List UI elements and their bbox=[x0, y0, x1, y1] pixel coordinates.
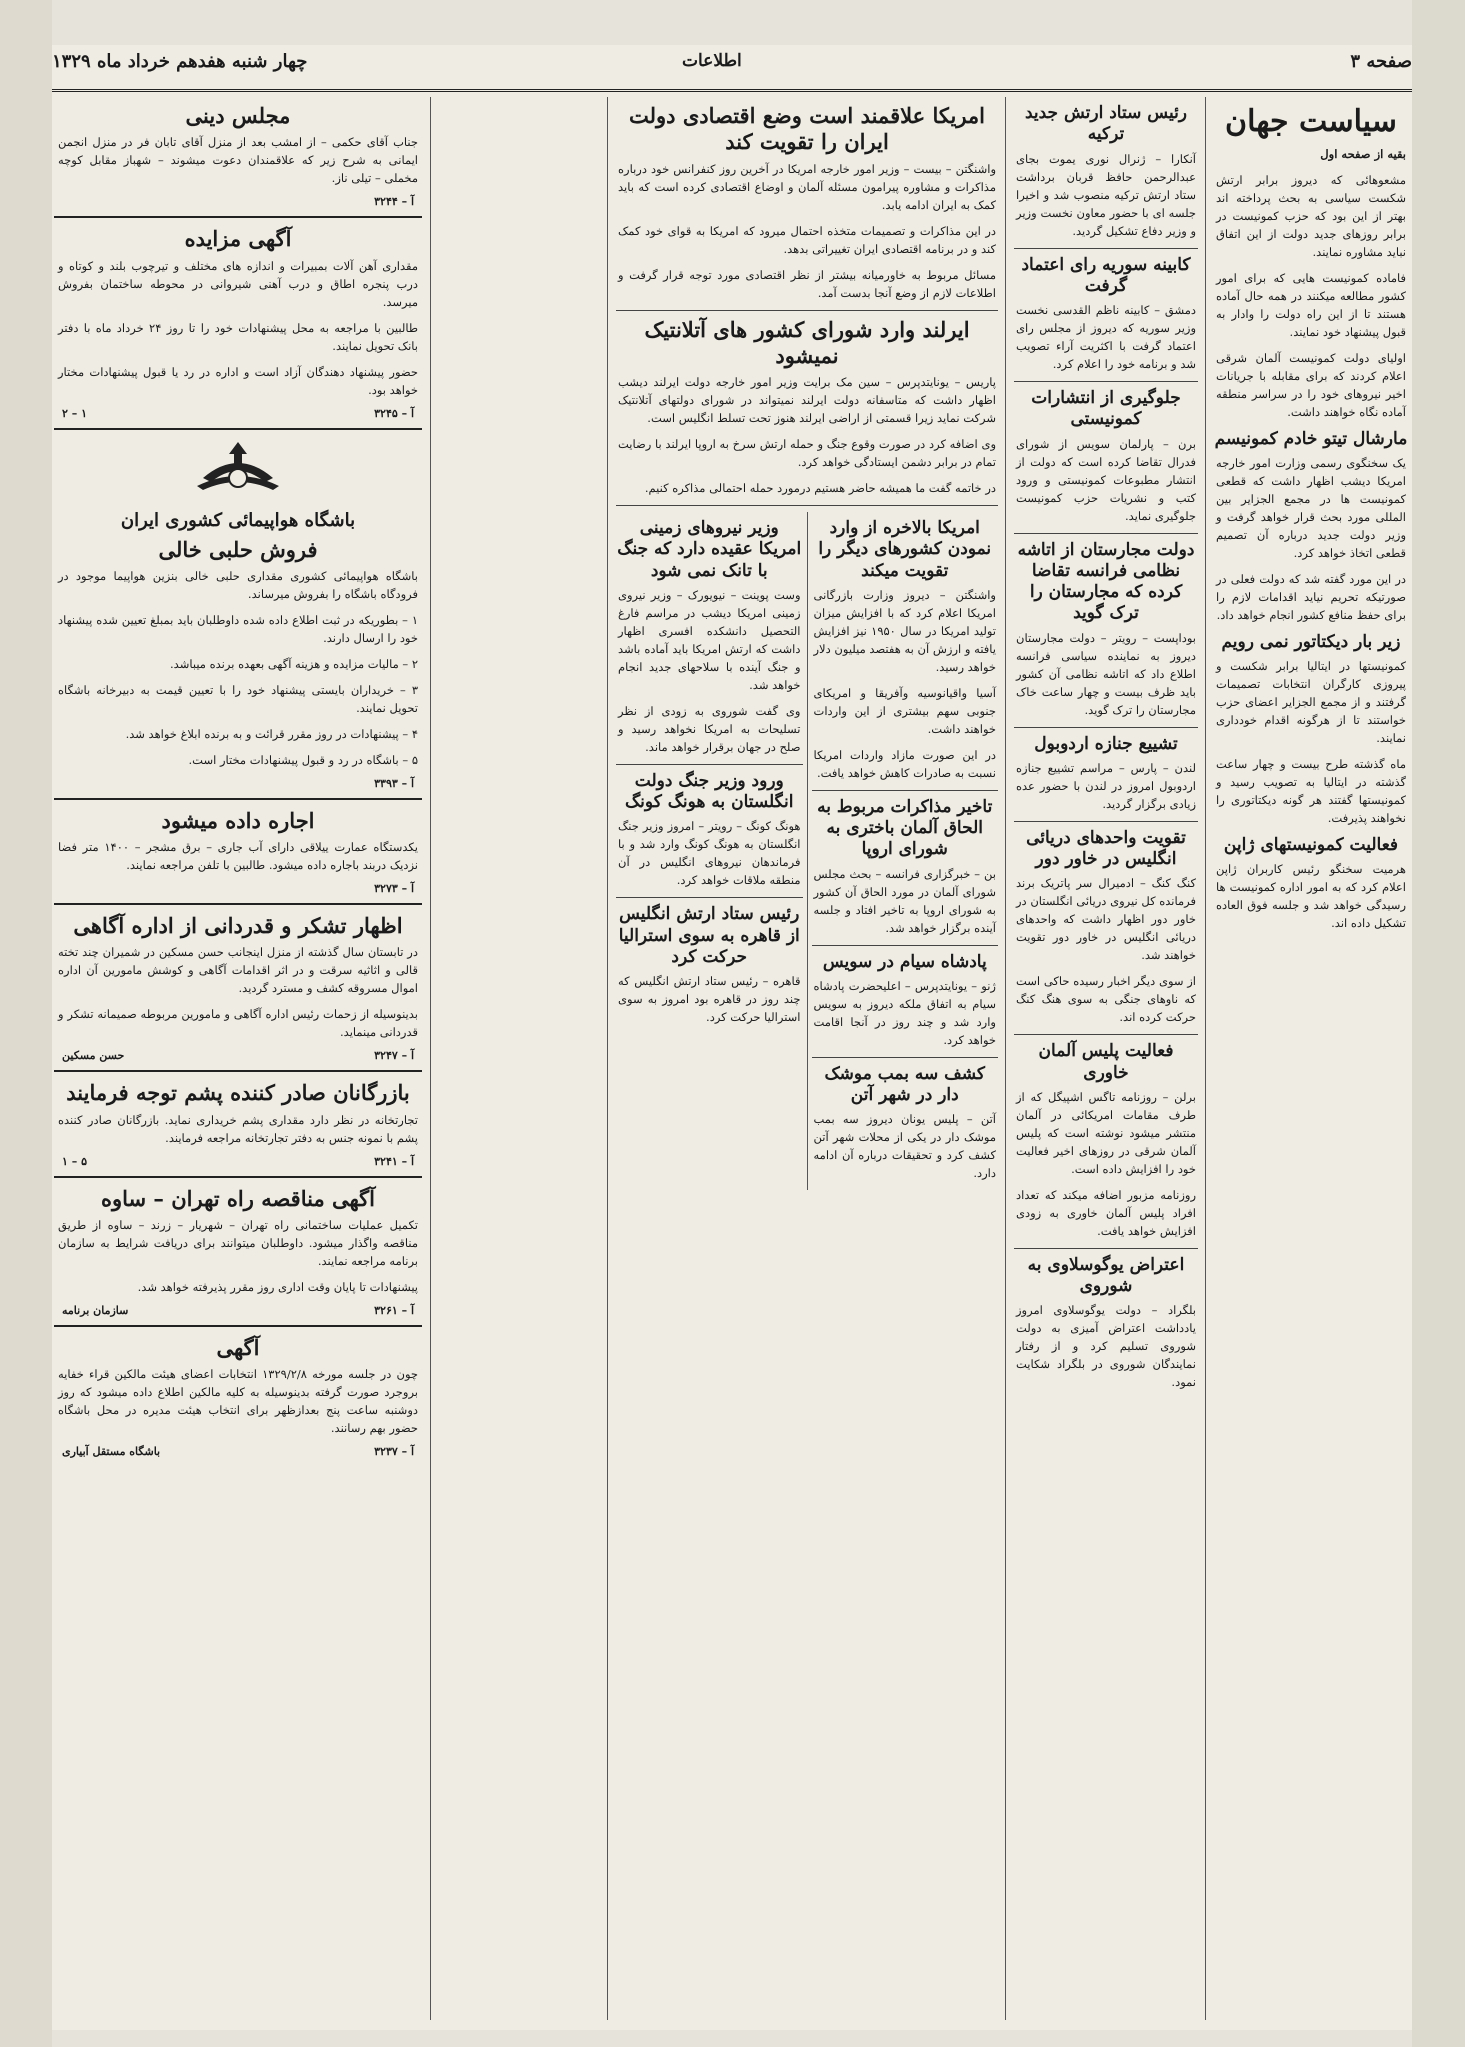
paragraph: برلن – روزنامه تاگس اشپیگل که از طرف مقامات امریکائی در آلمان منتشر میشود نوشته است که پلیس آلمان شرقی در روزهای اخیر فعالیت خود را افزایش داده است. bbox=[1016, 1089, 1196, 1176]
paragraph: بوداپست – رویتر – دولت مجارستان دیروز به نماینده سیاسی فرانسه اطلاع داد که اتاشه نظامی آن کشور باید ظرف بیست و چهار ساعت خاک مجارستان را ترک گوید. bbox=[1016, 630, 1196, 717]
ad-code: آ – ۳۲۴۷ حسن مسکین bbox=[62, 1049, 414, 1063]
paragraph: یک سخنگوی رسمی وزارت امور خارجه امریکا دیشب اظهار داشت که قطعی کمونیست ها در مجمع الجزایر بین المللی مورد بحث قرار خواهد گرفت و وزیر دولت جدید درباره آن تصمیم قطعی اتخاذ خواهد کرد. bbox=[1216, 455, 1406, 560]
ad-body: ۳ – خریداران بایستی پیشنهاد خود را با تعیین قیمت به دبیرخانه باشگاه تحویل نمایند. bbox=[58, 682, 418, 715]
subheading: مارشال تیتو خادم کمونیسم bbox=[1214, 428, 1408, 449]
paragraph: وست پوینت – نیویورک – وزیر نیروی زمینی امریکا دیشب در مراسم فارغ التحصیل دانشکده افسری اظهار داشت که ارتش امریکا باید آماده باشد و جنگ آینده با سلاحهای جدید انجام خواهد شد. bbox=[618, 587, 801, 692]
divider bbox=[1014, 1248, 1198, 1249]
column-divider bbox=[1205, 97, 1206, 2020]
subheading: فعالیت کمونیستهای ژاپن bbox=[1223, 835, 1399, 855]
paragraph: در این مذاکرات و تصمیمات متخذه احتمال میرود که امریکا به قوای خود کمک کند و در برنامه اقتصادی ایران تغییراتی بدهد. bbox=[618, 223, 996, 256]
ad-body: تکمیل عملیات ساختمانی راه تهران – شهریار – زرند – ساوه از طریق مناقصه واگذار میشود. داوطلبان میتوانند برای دریافت شرایط به سازمان برنامه مراجعه نمایند. bbox=[58, 1217, 418, 1268]
divider bbox=[1014, 1034, 1198, 1035]
ad-code: آ – ۳۲۴۱ ۵ – ۱ bbox=[62, 1154, 414, 1168]
ad-body: باشگاه هواپیمائی کشوری مقداری حلبی خالی بنزین هواپیما موجود در فرودگاه باشگاه را بفروش میرساند. bbox=[58, 568, 418, 601]
aviation-club-emblem-icon bbox=[193, 438, 283, 508]
ad-title: اجاره داده میشود bbox=[161, 807, 315, 833]
ad-body: مقداری آهن آلات بمبیرات و اندازه های مختلف و تیرچوب بلند و کوتاه و درب پنجره اطاق و درب آهنی شیروانی در محوطه ساختمان بفروش میرسد. bbox=[58, 258, 418, 309]
ad-code: آ – ۳۲۴۵ ۱ – ۲ bbox=[62, 406, 414, 420]
subheading: زیر بار دیکتاتور نمی رویم bbox=[1221, 631, 1401, 652]
ad-title: فروش حلبی خالی bbox=[158, 536, 318, 562]
headline: پادشاه سیام در سویس bbox=[822, 951, 987, 972]
headline: کابینه سوریه رای اعتماد گرفت bbox=[1021, 254, 1191, 296]
sub-column-left bbox=[612, 512, 807, 1190]
headline: جلوگیری از انتشارات کمونیستی bbox=[1031, 388, 1181, 430]
ad-body: ۵ – باشگاه در رد و قبول پیشنهادات مختار است. bbox=[188, 752, 418, 767]
paragraph: آسیا واقیانوسیه وآفریقا و امریکای جنوبی سهم بیشتری از این واردات خواهند داشت. bbox=[813, 685, 996, 736]
divider bbox=[1014, 533, 1198, 534]
paragraph: لندن – پارس – مراسم تشییع جنازه اردوبول امروز در لندن با حضور عده زیادی برگزار گردید. bbox=[1016, 760, 1196, 811]
section-title: سیاست جهان bbox=[1225, 104, 1397, 139]
divider bbox=[616, 505, 998, 506]
ad-body: ۲ – مالیات مزایده و هزینه آگهی بعهده برنده میباشد. bbox=[170, 656, 418, 671]
column-advertisements bbox=[52, 97, 424, 2020]
divider bbox=[812, 1057, 999, 1058]
headline: امریکا علاقمند است وضع اقتصادی دولت ایران را تقویت کند bbox=[629, 103, 985, 155]
divider bbox=[812, 790, 999, 791]
divider bbox=[1014, 821, 1198, 822]
divider bbox=[1014, 248, 1198, 249]
divider bbox=[54, 216, 422, 218]
column-divider bbox=[1005, 97, 1006, 2020]
column-news-3 bbox=[612, 97, 1002, 2020]
headline: تاخیر مذاکرات مربوط به الحاق آلمان باختری به شورای اروپا bbox=[817, 796, 993, 860]
column-world-politics bbox=[1210, 97, 1412, 2020]
paragraph: از سوی دیگر اخبار رسیده حاکی است که ناوهای جنگی به سوی هنگ کنگ حرکت کرده اند. bbox=[1016, 974, 1196, 1025]
paragraph: فاماده کمونیست هایی که برای امور کشور مطالعه میکنند در همه حال آماده هستند تا از این راه دولت را وادار به قبول پیشنهاد خود نمایند. bbox=[1216, 270, 1406, 339]
divider bbox=[54, 798, 422, 800]
paragraph: روزنامه مزبور اضافه میکند که تعداد افراد پلیس آلمان خاوری به زودی افزایش خواهد یافت. bbox=[1016, 1187, 1196, 1238]
ad-code: آ – ۳۲۷۳ bbox=[374, 882, 414, 895]
headline: تقویت واحدهای دریائی انگلیس در خاور دور bbox=[1026, 827, 1186, 869]
divider bbox=[1014, 727, 1198, 728]
paragraph: ماه گذشته طرح بیست و چهار ساعت گذشته در ایتالیا به تصویب رسید و کمونیستها گفتند هر گونه دیکتاتوری را نخواهند پذیرفت. bbox=[1216, 757, 1406, 825]
ad-body: طالبین با مراجعه به محل پیشنهادات خود را تا روز ۲۴ خرداد ماه با دفتر بانک تحویل نمایند. bbox=[58, 320, 418, 353]
divider bbox=[616, 764, 803, 765]
paragraph: قاهره – رئیس ستاد ارتش انگلیس که چند روز در قاهره بود امروز به سوی استرالیا حرکت کرد. bbox=[618, 974, 801, 1024]
divider bbox=[54, 1070, 422, 1072]
headline: دولت مجارستان از اتاشه نظامی فرانسه تقاضا کرده که مجارستان را ترک گوید bbox=[1017, 539, 1195, 624]
ad-title: آگهی مناقصه راه تهران – ساوه bbox=[100, 1185, 376, 1211]
ad-body: حضور پیشنهاد دهندگان آزاد است و اداره در رد یا قبول پیشنهادات مختار خواهد بود. bbox=[58, 364, 418, 397]
headline: رئیس ستاد ارتش انگلیس از قاهره به سوی استرالیا حرکت کرد bbox=[618, 904, 800, 967]
masthead bbox=[52, 45, 1412, 85]
continued-from: بقیه از صفحه اول bbox=[1320, 146, 1406, 161]
divider bbox=[1014, 381, 1198, 382]
ad-title: آگهی مزایده bbox=[184, 226, 292, 252]
divider bbox=[54, 1325, 422, 1327]
headline: کشف سه بمب موشک دار در شهر آتن bbox=[824, 1063, 986, 1105]
paragraph: اولیای دولت کمونیست آلمان شرقی اعلام کردند که برای مقابله با جریانات اخیر نیروهای خود را در سراسر منطقه آماده نگاه خواهند داشت. bbox=[1216, 350, 1406, 419]
ad-body: بدینوسیله از زحمات رئیس اداره آگاهی و مامورین مربوطه صمیمانه تشکر و قدردانی مینماید. bbox=[58, 1007, 418, 1040]
club-name: باشگاه هواپیمائی کشوری ایران bbox=[120, 509, 356, 531]
ad-code: آ – ۳۲۳۷ باشگاه مستقل آبیاری bbox=[62, 1445, 414, 1458]
headline: فعالیت پلیس آلمان خاوری bbox=[1038, 1041, 1174, 1083]
ad-title: آگهی bbox=[216, 1334, 260, 1360]
paragraph: آنکارا – ژنرال نوری یموت بجای عبدالرحمن حافظ قربان برداشت ستاد ارتش ترکیه منصوب شد و اخیرا جلسه ای با حضور معاون نخست وزیر و وزیر دفاع تشکیل گردید. bbox=[1016, 151, 1196, 238]
ad-title: مجلس دینی bbox=[185, 103, 291, 128]
ad-code: آ – ۳۲۶۱ سازمان برنامه bbox=[62, 1303, 414, 1317]
scan-right-margin bbox=[1412, 0, 1465, 2047]
ad-body: جناب آقای حکمی – از امشب بعد از منزل آقای تابان فر در منزل انجمن ایمانی به شرح زیر که علاقمندان دعوت میشوند – شهباز مقابل کوچه مخملی – تیلی ناز. bbox=[58, 135, 418, 186]
headline: امریکا بالاخره از وارد نمودن کشورهای دیگر را تقویت میکند bbox=[818, 518, 992, 581]
ad-code: آ – ۳۳۹۳ bbox=[374, 776, 414, 790]
headline: رئیس ستاد ارتش جدید ترکیه bbox=[1024, 103, 1188, 145]
column-divider bbox=[607, 97, 608, 2020]
paragraph: برن – پارلمان سویس از شورای فدرال تقاضا کرده است که دولت از انتشار مطبوعات کمونیستی و ورود کتب و نشریات حزب کمونیست جلوگیری نماید. bbox=[1016, 436, 1196, 523]
divider bbox=[54, 428, 422, 430]
paragraph: در این مورد گفته شد که دولت فعلی در صورتیکه تحریم نیاید اقدامات لازم را برای حفظ منافع کشور انجام خواهد داد. bbox=[1216, 571, 1406, 622]
paragraph: وی اضافه کرد در صورت وقوع جنگ و حمله ارتش سرخ به اروپا ایرلند با رضایت تمام در برابر دشمن ایستادگی خواهد کرد. bbox=[618, 437, 996, 469]
ad-title: بازرگانان صادر کننده پشم توجه فرمایند bbox=[66, 1080, 410, 1106]
column-divider bbox=[430, 97, 431, 2020]
headline: وزیر نیروهای زمینی امریکا عقیده دارد که جنگ با تانک نمی شود bbox=[617, 518, 802, 581]
headline: ورود وزیر جنگ دولت انگلستان به هونگ کونگ bbox=[624, 770, 794, 812]
paragraph: کنگ کنگ – ادمیرال سر پاتریک برند فرمانده کل نیروی دریائی انگلستان در خاور دور اظهار داشت که واحدهای دریائی انگلیس در خاور دور تقویت خواهند شد. bbox=[1016, 876, 1196, 963]
paragraph: پاریس – یونایتدپرس – سین مک برایت وزیر امور خارجه دولت ایرلند دیشب اظهار داشت که متاسفانه دولت ایرلند نمیتواند در شورای دولتهای آتلانتیک شرکت نماید زیرا قسمتی از اراضی ایرلند هنوز تحت تسلط انگلیس است. bbox=[618, 375, 996, 425]
paragraph: دمشق – کابینه ناظم القدسی نخست وزیر سوریه که دیروز از مجلس رای اعتماد گرفت با اکثریت آراء تصویب شد و برنامه خود را اعلام کرد. bbox=[1016, 303, 1196, 371]
paragraph: آتن – پلیس یونان دیروز سه بمب موشک دار در یکی از محلات شهر آتن کشف کرد و تحقیقات درباره آن ادامه دارد. bbox=[813, 1112, 996, 1181]
ad-body: تجارتخانه در نظر دارد مقداری پشم خریداری نماید. بازرگانان صادر کننده پشم با نمونه جنس به دفتر تجارتخانه مراجعه فرمایند. bbox=[58, 1112, 418, 1145]
paragraph: مشعوهائی که دیروز برابر ارتش شکست سیاسی به بحث پرداخته اند بهتر از این بود که حزب کمونیست در برابر روزهای جدید دولت از این اتفاق نباید مشاوره نمایند. bbox=[1216, 172, 1406, 259]
headline: ایرلند وارد شورای کشور های آتلانتیک نمیشود bbox=[644, 316, 970, 368]
paragraph: واشنگتن – بیست – وزیر امور خارجه امریکا در آخرین روز کنفرانس خود درباره مذاکرات و مشاوره پیرامون مسئله آلمان و اوضاع اقتصادی کرده است که باید کمک به ایران ادامه یابد. bbox=[618, 161, 996, 212]
ad-body: در تابستان سال گذشته از منزل اینجانب حسن مسکین در شمیران چند تخته قالی و اثاثیه سرقت و در اثر اقدامات آگاهی و کوشش مامورین آن اداره اموال مسروقه کشف و مسترد گردید. bbox=[58, 945, 418, 996]
paragraph: مسائل مربوط به خاورمیانه بیشتر از نظر اقتصادی مورد توجه قرار گرفت و اطلاعات لازم از وضع آنجا بدست آمد. bbox=[618, 267, 996, 300]
ad-title: اظهار تشکر و قدردانی از اداره آگاهی bbox=[73, 913, 403, 938]
paragraph: بلگراد – دولت یوگوسلاوی امروز یادداشت اعتراض آمیزی به دولت شوروی تسلیم کرد و از رفتار نمایندگان شوروی در بلگراد شکایت نمود. bbox=[1016, 1303, 1196, 1390]
paragraph: در خاتمه گفت ما همیشه حاضر هستیم درمورد حمله احتمالی مذاکره کنیم. bbox=[644, 481, 996, 495]
scan-left-margin bbox=[0, 0, 52, 2047]
headline: اعتراض یوگوسلاوی به شوروی bbox=[1027, 1254, 1185, 1296]
divider bbox=[616, 897, 803, 898]
divider bbox=[54, 1176, 422, 1178]
paper-name: اطلاعات bbox=[682, 51, 742, 71]
ad-body: یکدستگاه عمارت ییلاقی دارای آب جاری – برق مشجر – ۱۴۰۰ متر فضا نزدیک دربند باجاره داده میشود. طالبین با تلفن مراجعه نمایند. bbox=[58, 840, 418, 872]
paragraph: ژنو – یونایتدپرس – اعلیحضرت پادشاه سیام به اتفاق ملکه دیروز به سویس وارد شد و چند روز در آنجا اقامت خواهد کرد. bbox=[813, 978, 996, 1047]
divider bbox=[812, 945, 999, 946]
divider bbox=[54, 903, 422, 905]
sub-columns bbox=[612, 512, 1002, 1190]
paragraph: هونگ کونگ – رویتر – امروز وزیر جنگ انگلستان به هونگ کونگ وارد شد و با فرماندهان نیروهای انگلیس در آن منطقه ملاقات خواهد کرد. bbox=[618, 819, 801, 888]
paragraph: واشنگتن – دیروز وزارت بازرگانی امریکا اعلام کرد که با افزایش میزان تولید امریکا در سال ۱۹۵۰ نیز افزایش یافته و ارزش آن به هفتصد میلیون دلار خواهد رسید. bbox=[813, 587, 996, 674]
ad-code: آ – ۳۲۴۴ bbox=[374, 195, 414, 209]
ad-body: ۴ – پیشنهادات در روز مقرر قرائت و به برنده ابلاغ خواهد شد. bbox=[125, 726, 418, 741]
issue-date: چهار شنبه هفدهم خرداد ماه ۱۳۲۹ bbox=[52, 51, 308, 72]
ad-body: پیشنهادات تا پایان وقت اداری روز مقرر پذیرفته خواهد شد. bbox=[137, 1279, 418, 1294]
sub-column-right bbox=[807, 512, 1003, 1190]
masthead-rule bbox=[52, 89, 1412, 92]
paragraph: وی گفت شوروی به زودی از نظر تسلیحات به امریکا نخواهد رسید و صلح در جهان برقرار خواهد ماند. bbox=[618, 703, 801, 754]
newspaper-page bbox=[52, 45, 1412, 2030]
paragraph: در این صورت مازاد واردات امریکا نسبت به صادرات کاهش خواهد یافت. bbox=[813, 747, 996, 780]
paragraph: بن – خبرگزاری فرانسه – بحث مجلس شورای آلمان در مورد الحاق آن کشور به شورای اروپا به تاخیر افتاد و جلسه آینده برگزار خواهد شد. bbox=[813, 866, 996, 935]
ad-body: ۱ – بطوریکه در ثبت اطلاع داده شده داوطلبان باید بمبلغ تعیین شده پیشنهاد خود را ارسال دارند. bbox=[58, 612, 418, 645]
page-label: صفحه ۳ bbox=[1350, 51, 1412, 72]
ad-body: چون در جلسه مورخه ۱۳۲۹/۲/۸ انتخابات اعضای هیئت مالکین قراء خفایه بروجرد صورت گرفته بدینوسیله به کلیه مالکین اطلاع داده میشود که روز دوشنبه ساعت پنج بعدازظهر برای انتخاب هیئت مدیره در محل باشگاه حضور بهم رسانند. bbox=[58, 1367, 419, 1435]
paragraph: هرمیت سخنگو رئیس کاربران ژاپن اعلام کرد که به امور اداره کمونیست ها رسیدگی خواهد شد و جلسه فوق العاده تشکیل داده اند. bbox=[1216, 862, 1406, 931]
divider bbox=[616, 310, 998, 311]
headline: تشییع جنازه اردوبول bbox=[1034, 733, 1178, 754]
column-news-2 bbox=[1010, 97, 1202, 2020]
paragraph: کمونیستها در ایتالیا برابر شکست و پیروزی کارگران انتخابات تصمیمات گرفتند و از مجمع الجزایر اعضای حزب خواستند تا از هرگونه اقدام خودداری نمایند. bbox=[1216, 659, 1406, 745]
